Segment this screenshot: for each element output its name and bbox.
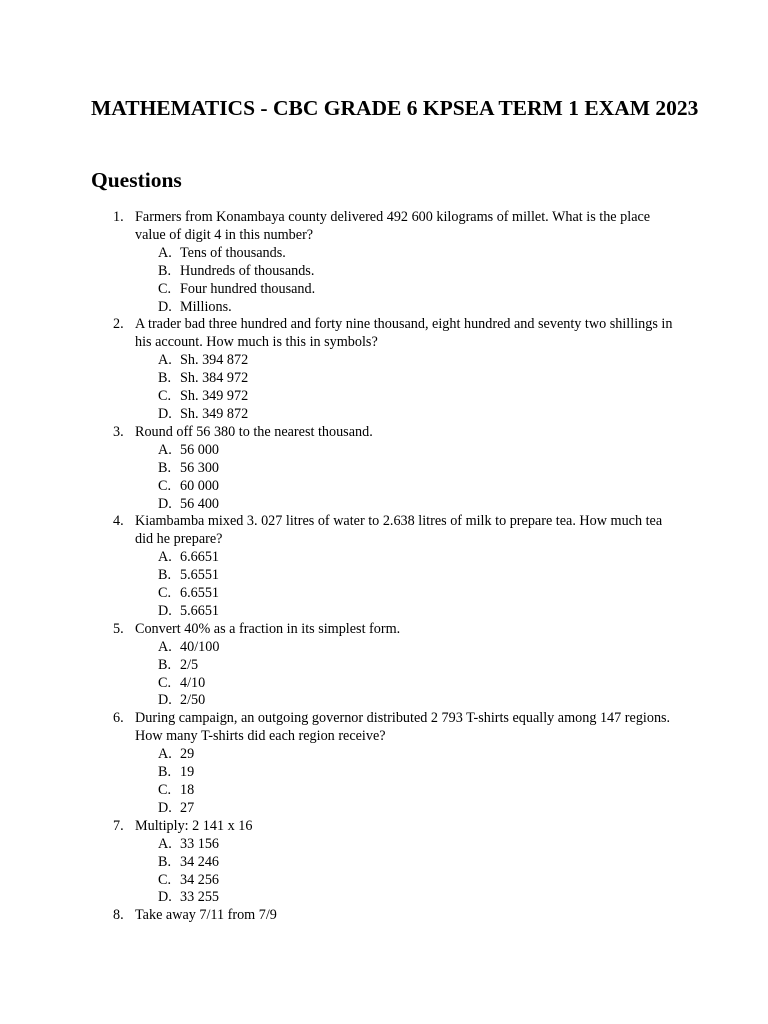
answer-option bbox=[135, 406, 680, 424]
answer-option bbox=[135, 836, 680, 854]
option-text: 29 bbox=[180, 746, 195, 763]
option-letter: C. bbox=[158, 477, 172, 494]
answer-options bbox=[135, 746, 680, 818]
option-text: Sh. 394 872 bbox=[180, 352, 249, 369]
answer-option bbox=[135, 764, 680, 782]
option-text: 2/5 bbox=[180, 656, 199, 673]
option-letter: A. bbox=[158, 244, 172, 261]
answer-option bbox=[135, 872, 680, 890]
question-number: 6. bbox=[113, 710, 124, 727]
question-item bbox=[0, 710, 680, 817]
answer-option bbox=[135, 263, 680, 281]
answer-options bbox=[135, 639, 680, 711]
answer-option bbox=[135, 854, 680, 872]
option-letter: D. bbox=[158, 692, 172, 709]
answer-option bbox=[135, 692, 680, 710]
option-letter: A. bbox=[158, 835, 172, 852]
option-letter: B. bbox=[158, 853, 172, 870]
answer-options bbox=[135, 549, 680, 621]
option-text: 56 400 bbox=[180, 495, 220, 512]
option-letter: D. bbox=[158, 495, 172, 512]
option-text: Hundreds of thousands. bbox=[180, 262, 315, 279]
option-text: 56 000 bbox=[180, 441, 220, 458]
option-letter: C. bbox=[158, 674, 172, 691]
option-letter: D. bbox=[158, 799, 172, 816]
option-text: 34 256 bbox=[180, 871, 220, 888]
option-text: 5.6551 bbox=[180, 567, 220, 584]
option-text: 6.6551 bbox=[180, 585, 220, 602]
question-list bbox=[0, 209, 768, 925]
question-number: 3. bbox=[113, 423, 124, 440]
option-letter: B. bbox=[158, 370, 172, 387]
option-letter: C. bbox=[158, 280, 172, 297]
option-text: 33 255 bbox=[180, 889, 220, 906]
question-text: Take away 7/11 from 7/9 bbox=[135, 907, 277, 924]
question-number: 5. bbox=[113, 620, 124, 637]
question-text: Convert 40% as a fraction in its simplest form. bbox=[135, 620, 401, 637]
option-text: Four hundred thousand. bbox=[180, 280, 316, 297]
option-text: Millions. bbox=[180, 298, 232, 315]
answer-option bbox=[135, 603, 680, 621]
answer-option bbox=[135, 782, 680, 800]
option-letter: B. bbox=[158, 764, 172, 781]
question-text: A trader bad three hundred and forty nine thousand, eight hundred and seventy two shillings in his account. How much is this in symbols? bbox=[135, 316, 673, 351]
answer-option bbox=[135, 549, 680, 567]
option-letter: B. bbox=[158, 656, 172, 673]
option-text: 33 156 bbox=[180, 835, 220, 852]
option-letter: D. bbox=[158, 405, 172, 422]
option-text: 2/50 bbox=[180, 692, 206, 709]
answer-option bbox=[135, 639, 680, 657]
answer-options bbox=[135, 836, 680, 908]
option-text: 19 bbox=[180, 764, 195, 781]
option-letter: A. bbox=[158, 549, 172, 566]
answer-option bbox=[135, 478, 680, 496]
section-heading: Questions bbox=[91, 168, 182, 192]
option-text: 27 bbox=[180, 799, 195, 816]
question-number: 4. bbox=[113, 513, 124, 530]
question-text: Multiply: 2 141 x 16 bbox=[135, 817, 253, 834]
answer-option bbox=[135, 245, 680, 263]
question-text: During campaign, an outgoing governor distributed 2 793 T-shirts equally among 147 regions. How many T-shirts did each region receive? bbox=[135, 710, 671, 745]
option-letter: C. bbox=[158, 871, 172, 888]
answer-options bbox=[135, 442, 680, 514]
option-letter: A. bbox=[158, 441, 172, 458]
answer-option bbox=[135, 496, 680, 514]
answer-option bbox=[135, 388, 680, 406]
document-title: MATHEMATICS - CBC GRADE 6 KPSEA TERM 1 EXAM 2023 bbox=[91, 96, 699, 120]
option-letter: B. bbox=[158, 567, 172, 584]
option-letter: B. bbox=[158, 262, 172, 279]
question-number: 8. bbox=[113, 907, 124, 924]
option-letter: D. bbox=[158, 889, 172, 906]
option-letter: A. bbox=[158, 746, 172, 763]
answer-option bbox=[135, 746, 680, 764]
option-letter: B. bbox=[158, 459, 172, 476]
question-number: 2. bbox=[113, 316, 124, 333]
question-item bbox=[0, 818, 680, 908]
answer-options bbox=[135, 352, 680, 424]
answer-option bbox=[135, 585, 680, 603]
question-item bbox=[0, 621, 680, 711]
option-letter: A. bbox=[158, 638, 172, 655]
question-item bbox=[0, 316, 680, 423]
option-letter: A. bbox=[158, 352, 172, 369]
option-text: Sh. 384 972 bbox=[180, 370, 249, 387]
question-text: Round off 56 380 to the nearest thousand. bbox=[135, 423, 373, 440]
answer-option bbox=[135, 675, 680, 693]
answer-option bbox=[135, 352, 680, 370]
option-text: 18 bbox=[180, 782, 195, 798]
question-item bbox=[0, 513, 680, 620]
option-text: Sh. 349 872 bbox=[180, 405, 249, 422]
option-text: 4/10 bbox=[180, 674, 206, 691]
question-number: 1. bbox=[113, 209, 124, 225]
answer-option bbox=[135, 281, 680, 299]
answer-option bbox=[135, 460, 680, 478]
question-item bbox=[0, 907, 680, 925]
option-text: 56 300 bbox=[180, 459, 220, 476]
answer-option bbox=[135, 567, 680, 585]
option-letter: D. bbox=[158, 602, 172, 619]
question-number: 7. bbox=[113, 817, 124, 834]
option-letter: C. bbox=[158, 782, 172, 798]
option-letter: D. bbox=[158, 298, 172, 315]
answer-option bbox=[135, 889, 680, 907]
option-text: 34 246 bbox=[180, 853, 220, 870]
option-text: Sh. 349 972 bbox=[180, 388, 249, 405]
answer-option bbox=[135, 299, 680, 317]
question-item bbox=[0, 424, 680, 514]
option-text: 40/100 bbox=[180, 638, 220, 655]
answer-option bbox=[135, 442, 680, 460]
question-text: Kiambamba mixed 3. 027 litres of water to 2.638 litres of milk to prepare tea. How much tea did he prepare? bbox=[135, 513, 663, 548]
option-text: 6.6651 bbox=[180, 549, 220, 566]
answer-option bbox=[135, 370, 680, 388]
answer-options bbox=[135, 245, 680, 317]
option-text: 5.6651 bbox=[180, 602, 220, 619]
question-item bbox=[0, 209, 680, 316]
option-text: 60 000 bbox=[180, 477, 220, 494]
option-text: Tens of thousands. bbox=[180, 244, 286, 261]
option-letter: C. bbox=[158, 585, 172, 602]
answer-option bbox=[135, 657, 680, 675]
option-letter: C. bbox=[158, 388, 172, 405]
question-text: Farmers from Konambaya county delivered 492 600 kilograms of millet. What is the place value of digit 4 in this number? bbox=[135, 209, 651, 243]
answer-option bbox=[135, 800, 680, 818]
